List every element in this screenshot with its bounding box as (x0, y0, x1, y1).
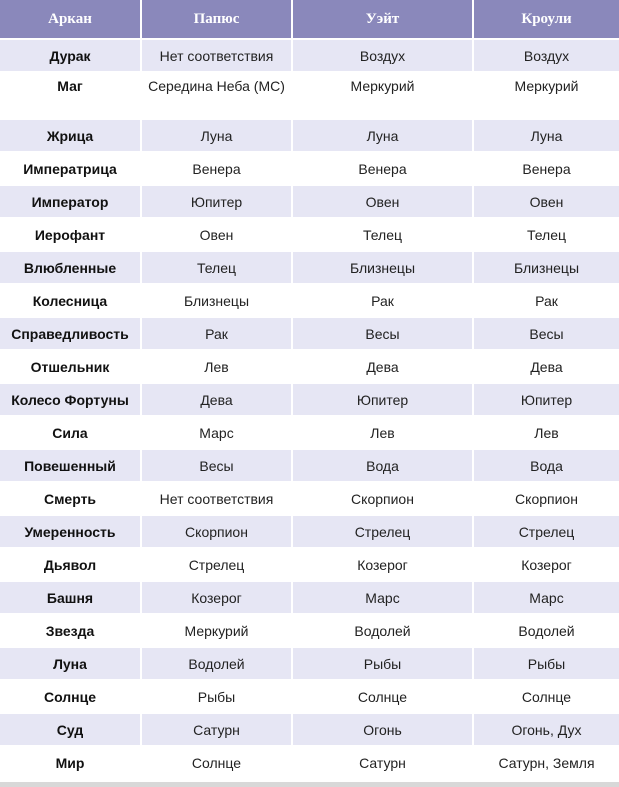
arcana-name-cell: Влюбленные (0, 251, 141, 284)
waite-cell: Сатурн (292, 746, 473, 779)
table-row (0, 185, 619, 218)
waite-cell: Солнце (292, 680, 473, 713)
papus-cell: Скорпион (141, 515, 292, 548)
crowley-cell: Водолей (473, 614, 619, 647)
waite-cell: Стрелец (292, 515, 473, 548)
column-header-crowley: Кроули (473, 0, 619, 39)
crowley-cell: Телец (473, 218, 619, 251)
waite-cell: Рак (292, 284, 473, 317)
arcana-name-cell: Сила (0, 416, 141, 449)
crowley-cell: Вода (473, 449, 619, 482)
arcana-name-cell: Дурак (0, 39, 141, 72)
arcana-name-cell: Мир (0, 746, 141, 779)
table-row (0, 746, 619, 779)
waite-cell: Юпитер (292, 383, 473, 416)
table-row (0, 647, 619, 680)
table-body (0, 39, 619, 779)
papus-cell: Солнце (141, 746, 292, 779)
table-row (0, 416, 619, 449)
crowley-cell: Юпитер (473, 383, 619, 416)
papus-cell: Овен (141, 218, 292, 251)
crowley-cell: Солнце (473, 680, 619, 713)
arcana-name-cell: Луна (0, 647, 141, 680)
papus-cell: Дева (141, 383, 292, 416)
papus-cell: Лев (141, 350, 292, 383)
crowley-cell: Рак (473, 284, 619, 317)
crowley-cell: Сатурн, Земля (473, 746, 619, 779)
papus-cell: Венера (141, 152, 292, 185)
table-row (0, 581, 619, 614)
arcana-name-cell: Колесница (0, 284, 141, 317)
crowley-cell: Воздух (473, 39, 619, 72)
column-header-arcana: Аркан (0, 0, 141, 39)
table-row (0, 317, 619, 350)
crowley-cell: Огонь, Дух (473, 713, 619, 746)
crowley-cell: Рыбы (473, 647, 619, 680)
table-row (0, 482, 619, 515)
arcana-name-cell: Умеренность (0, 515, 141, 548)
arcana-name-cell: Башня (0, 581, 141, 614)
crowley-cell: Меркурий (473, 72, 619, 119)
arcana-name-cell: Иерофант (0, 218, 141, 251)
arcana-name-cell: Звезда (0, 614, 141, 647)
papus-cell: Середина Неба (МС) (141, 72, 292, 119)
waite-cell: Водолей (292, 614, 473, 647)
arcana-name-cell: Императрица (0, 152, 141, 185)
waite-cell: Марс (292, 581, 473, 614)
waite-cell: Огонь (292, 713, 473, 746)
papus-cell: Нет соответствия (141, 39, 292, 72)
arcana-name-cell: Солнце (0, 680, 141, 713)
column-header-waite: Уэйт (292, 0, 473, 39)
papus-cell: Марс (141, 416, 292, 449)
papus-cell: Луна (141, 119, 292, 152)
papus-cell: Водолей (141, 647, 292, 680)
arcana-name-cell: Смерть (0, 482, 141, 515)
papus-cell: Телец (141, 251, 292, 284)
crowley-cell: Венера (473, 152, 619, 185)
arcana-name-cell: Суд (0, 713, 141, 746)
table-row (0, 251, 619, 284)
waite-cell: Овен (292, 185, 473, 218)
papus-cell: Юпитер (141, 185, 292, 218)
table-row (0, 119, 619, 152)
waite-cell: Вода (292, 449, 473, 482)
crowley-cell: Дева (473, 350, 619, 383)
arcana-name-cell: Отшельник (0, 350, 141, 383)
arcana-name-cell: Император (0, 185, 141, 218)
crowley-cell: Скорпион (473, 482, 619, 515)
papus-cell: Меркурий (141, 614, 292, 647)
crowley-cell: Лев (473, 416, 619, 449)
column-header-papus: Папюс (141, 0, 292, 39)
table-row (0, 449, 619, 482)
crowley-cell: Близнецы (473, 251, 619, 284)
arcana-name-cell: Дьявол (0, 548, 141, 581)
table-row (0, 218, 619, 251)
crowley-cell: Весы (473, 317, 619, 350)
header-row (0, 0, 619, 39)
table-row (0, 350, 619, 383)
table-row (0, 72, 619, 119)
papus-cell: Весы (141, 449, 292, 482)
waite-cell: Воздух (292, 39, 473, 72)
crowley-cell: Овен (473, 185, 619, 218)
waite-cell: Близнецы (292, 251, 473, 284)
papus-cell: Стрелец (141, 548, 292, 581)
waite-cell: Телец (292, 218, 473, 251)
table-row (0, 548, 619, 581)
waite-cell: Рыбы (292, 647, 473, 680)
table-row (0, 515, 619, 548)
bottom-divider (0, 782, 619, 787)
waite-cell: Скорпион (292, 482, 473, 515)
papus-cell: Близнецы (141, 284, 292, 317)
arcana-name-cell: Повешенный (0, 449, 141, 482)
papus-cell: Сатурн (141, 713, 292, 746)
table-row (0, 614, 619, 647)
crowley-cell: Луна (473, 119, 619, 152)
table-row (0, 713, 619, 746)
table-row (0, 152, 619, 185)
arcana-name-cell: Справедливость (0, 317, 141, 350)
waite-cell: Венера (292, 152, 473, 185)
waite-cell: Дева (292, 350, 473, 383)
papus-cell: Рак (141, 317, 292, 350)
papus-cell: Рыбы (141, 680, 292, 713)
arcana-name-cell: Жрица (0, 119, 141, 152)
crowley-cell: Стрелец (473, 515, 619, 548)
waite-cell: Весы (292, 317, 473, 350)
table-row (0, 284, 619, 317)
crowley-cell: Марс (473, 581, 619, 614)
arcana-name-cell: Маг (0, 72, 141, 119)
waite-cell: Лев (292, 416, 473, 449)
papus-cell: Козерог (141, 581, 292, 614)
waite-cell: Меркурий (292, 72, 473, 119)
table-row (0, 39, 619, 72)
papus-cell: Нет соответствия (141, 482, 292, 515)
waite-cell: Луна (292, 119, 473, 152)
table-header (0, 0, 619, 39)
waite-cell: Козерог (292, 548, 473, 581)
crowley-cell: Козерог (473, 548, 619, 581)
arcana-name-cell: Колесо Фортуны (0, 383, 141, 416)
table-row (0, 680, 619, 713)
table-row (0, 383, 619, 416)
